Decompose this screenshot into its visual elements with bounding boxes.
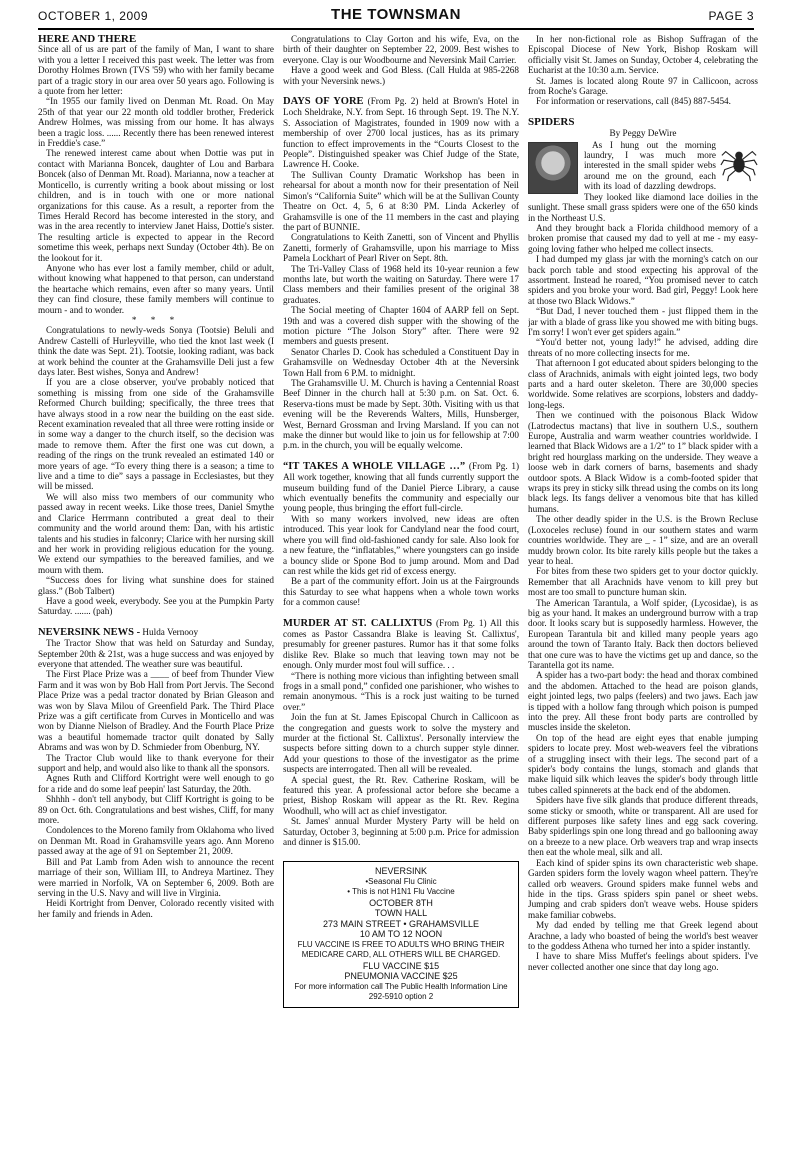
article-paragraph: St. James is located along Route 97 in Callicoon, across from Roche's Garage. [528, 75, 758, 97]
article-paragraph: Bill and Pat Lamb from Aden wish to announce the recent marriage of their son, William III, to Andreya Martinez. They were married in Norfolk, VA on September 6, 2009. Both are serving in the U.S. Navy and will live in Virginia. [38, 856, 274, 898]
article-paragraph: Congratulations to Clay Gorton and his wife, Eva, on the birth of their daughter on September 22, 2009. Best wishes to everyone. Clay is our Woodbourne and Neversink Mail Carrier. [283, 34, 519, 65]
article-paragraph: The other deadly spider in the U.S. is the Brown Recluse (Loxoceles recluse) found in our southern states and warm countries worldwide. They are _ - 1” size, and are an overall muddy brown color. Its bite rarely kills people but the takes a year to heal. [528, 514, 758, 566]
spiders-byline: By Peggy DeWire [609, 128, 677, 139]
article-paragraph: Congratulations to Keith Zanetti, son of Vincent and Phyllis Zanetti, formerly of Grahamsville, upon his marriage to Miss Pamela Lockhart of Pearl River on Sept. 8th. [283, 232, 519, 264]
article-paragraph: Spiders have five silk glands that produce different threads, some sticky or smooth, white or transparent. All are used for different purposes like safety lines and egg sack covering. Baby spiderlings spin one long thread and go ballooning away on a breeze to a new place. Orb weavers trap and wrap insects then eat the whole meal, silk and all. [528, 795, 758, 858]
article-paragraph: “In 1955 our family lived on Denman Mt. Road. On May 25th of that year our 22 month old toddler brother, Frederick Andrew Holmes, was missing from our home. It has always been a tragic loss. ...... Recently there has been renewed interest in Freddie's case.” [38, 96, 274, 149]
neversink-news-heading: NEVERSINK NEWS - Hulda Vernooy [38, 626, 199, 638]
article-paragraph: The Tri-Valley Class of 1968 held its 10-year reunion a few months late, but worth the waiting on Saturday. There were 17 Class members and their families present of the original 38 graduates. [283, 263, 519, 305]
flu-ad-address: 273 MAIN STREET • GRAHAMSVILLE [322, 918, 480, 929]
article-paragraph: The Social meeting of Chapter 1604 of AARP fell on Sept. 19th and was a covered dish supper with the showing of the motion picture “The Jolson Story” after. There were 92 members and guests present. [283, 305, 519, 347]
article-paragraph: Have a good week, everybody. See you at the Pumpkin Party Saturday. ....... (pah) [38, 595, 274, 617]
article-paragraph: My dad ended by telling me that Greek legend about Arachne, a lady who boasted of being the world's best weaver to the goddess Athena who turned her into a spider instantly. [528, 920, 758, 951]
murder-heading: MURDER AT ST. CALLIXTUS [283, 617, 433, 629]
masthead [38, 6, 754, 30]
neversink-author: Hulda Vernooy [142, 626, 199, 637]
days-of-yore-section: DAYS OF YORE (From Pg. 2) held at Brown's Hotel in Loch Sheldrake, N.Y. from Sept. 16 through Sept. 19. The N.Y. S. Association of Magistrates, founded in 1909 now with a membership of over 2700 local justices, has as its primary function to effect improvements in the “Courts Closest to the People”. Distinguished speaker was Chief Judge of the State, Lawrence H. Cooke. [283, 96, 519, 170]
article-paragraph: The Tractor Show that was held on Saturday and Sunday, September 20th & 21st, was a huge success and was enjoyed by everyone that attended. The weather sure was beautiful. [38, 638, 274, 669]
article-paragraph: “There is nothing more vicious than infighting between small frogs in a small pond,” confided one parishioner, who wishes to remain anonymous. “This is a rock just waiting to be turned over.” [283, 670, 519, 712]
flu-ad-date: OCTOBER 8TH [369, 897, 433, 908]
section-divider: * * * [131, 314, 181, 325]
article-paragraph: Be a part of the community effort. Join us at the Fairgrounds this Saturday to see what happens when a whole town works for a common cause! [283, 576, 519, 608]
whole-village-heading: “IT TAKES A WHOLE VILLAGE …” [283, 460, 466, 472]
article-paragraph: That afternoon I got educated about spiders belonging to the class of Arachnids, animals with eight jointed legs, two body parts and a hard outer skeleton. There are 30,000 species worldwide. Some relatives are scorpions, lobsters and daddy-long-legs. [528, 358, 758, 410]
article-paragraph: The Sullivan County Dramatic Workshop has been in rehearsal for about a month now for their presentation of Neil Simon's “California Suite” which will be at the Sullivan County Theatre on Oct. 4, 5, 6 at 8:30 PM. Linda Ackerley of Grahamsville is one of the 11 members in the cast and playing the part of BUNNIE. [283, 169, 519, 232]
column-2 [283, 34, 519, 1144]
article-paragraph: And they brought back a Florida childhood memory of a broken promise that caused my dad to yell at me - my easy-going loving father who helped me collect insects. [528, 222, 758, 254]
flu-ad-line: •Seasonal Flu Clinic [365, 876, 437, 886]
issue-date: OCTOBER 1, 2009 [38, 9, 148, 23]
flu-ad-line: FLU VACCINE IS FREE TO ADULTS WHO BRING THEIR MEDICARE CARD, ALL OTHERS WILL BE CHARGED. [297, 939, 505, 960]
page-number: PAGE 3 [708, 9, 754, 23]
days-of-yore-heading: DAYS OF YORE [283, 96, 364, 108]
newspaper-title: THE TOWNSMAN [331, 6, 461, 23]
article-paragraph: Senator Charles D. Cook has scheduled a Constituent Day in Grahamsville on Wednesday October 4th at the Neversink Town Hall from 6 P.M. to midnight. [283, 346, 519, 378]
spider-illustration [720, 144, 758, 182]
article-paragraph: If you are a close observer, you've probably noticed that something is missing from one side of the Grahamsville Reformed Church building; specifically, the three trees that have always stood in a row near the building on the east side. Recent examination revealed that all three were rotting inside or in some way a danger to the church itself, so the decision was made to remove them. After the first one was cut down, a reading of the rings on the trunk revealed an estimated 140 or more years of age. “To every thing there is a season; a time to live and a time to die” says a passage in Ecclesiastes, but they will be missed. [38, 377, 274, 492]
whole-village-section: “IT TAKES A WHOLE VILLAGE …” (From Pg. 1) All work together, knowing that all funds currently support the museum building fund of the Daniel Pierce Library, a cause which eventually benefits the community and especially our young people, thus bringing the effort full-circle. [283, 460, 519, 514]
article-paragraph: Heidi Kortright from Denver, Colorado recently visited with her family and friends in Aden. [38, 898, 274, 919]
article-paragraph: In her non-fictional role as Bishop Suffragan of the Episcopal Diocese of New York, Bishop Roskam will officially visit St. James on Sunday, October 4, celebrating the Eucharist at the 10:30 a.m. Service. [528, 34, 758, 76]
article-paragraph: Condolences to the Moreno family from Oklahoma who lived on Denman Mt. Road in Grahamsville years ago. Ann Moreno passed away at the age of 91 on September 21, 2009. [38, 825, 274, 857]
flu-ad-time: 10 AM TO 12 NOON [359, 929, 443, 940]
article-paragraph: Then we continued with the poisonous Black Widow (Latrodectus mactans) that live in southern U.S., southern Europe, Australia and warm weather countries worldwide. I learned that Black Widows are a 1/2” to 1” black spider with a bright red hourglass marking on the underside. They weave a loose web in dark corners of barns, basements and shady outdoor spots. A Black Widow is a comb-footed spider that wraps its prey in sticky silk thread using the combs on its long black legs. Its fangs deliver a venomous bite that has killed humans. [528, 410, 758, 514]
article-paragraph: Have a good week and God Bless. (Call Hulda at 985-2268 with your Neversink news.) [283, 65, 519, 86]
article-paragraph: The Grahamsville U. M. Church is having a Centennial Roast Beef Dinner in the church hall at 5:30 p.m. on Sat. Oct. 6. Reserva-tions must be made by Sept. 30th. Visiting with us that evening will be the Reverends Walters, Mills, Hunsberger, West, Bernard Grossman and Irving Marsland. If you can not make the dinner but would like to join us for fellowship at 7:00 p.m. in the church, you will be equally welcome. [283, 378, 519, 451]
article-paragraph: Shhhh - don't tell anybody, but Cliff Kortright is going to be 89 on Oct. 6th. Congratulations and best wishes, Cliff, for many more. [38, 794, 274, 826]
article-paragraph: The Tractor Club would like to thank everyone for their support and help, and would also like to thank all the sponsors. [38, 752, 274, 774]
flu-ad-price: FLU VACCINE $15 [362, 960, 440, 971]
article-paragraph: A special guest, the Rt. Rev. Catherine Roskam, will be featured this year. A professional actor before she became a priest, Bishop Roskam will appear as the Rt. Rev. Regina Woodhull, who will act as chief investigator. [283, 774, 519, 816]
article-paragraph: For bites from these two spiders get to your doctor quickly. Remember that all Arachnids have venom to kill prey but most are too small to puncture human skin. [528, 566, 758, 598]
flu-ad-place: TOWN HALL [374, 908, 428, 919]
article-paragraph: “Success does for living what sunshine does for stained glass.” (Bob Talbert) [38, 575, 274, 596]
flu-ad-line: • This is not H1N1 Flu Vaccine [347, 887, 455, 897]
article-paragraph: The renewed interest came about when Dottie was put in contact with Marianna Boncek, daughter of Lou and Barbara Boncek (also of Denman Mt. Road). Marianna, now a teacher at Monticello, is currently writing a book about missing or lost children, and is in touch with one or more national organizations for this cause. As a result, a reporter from the Times Herald Record has become interested in the story, and was in the area recently to interview Janet Haiss, Dottie's sister. The resulting article is expected to appear in the Record sometime this week, perhaps next Sunday (October 4th). Be on the lookout for it. [38, 148, 274, 263]
column-3 [528, 34, 758, 1144]
article-paragraph: Congratulations to newly-weds Sonya (Tootsie) Beluli and Andrew Castelli of Hurleyville, who tied the knot last week (I think the date was Sept. 21). Tootsie, looking radiant, was back at work behind the counter at the Grahamsville Deli just a few days later. Best wishes, Sonya and Andrew! [38, 325, 274, 377]
article-paragraph: We will also miss two members of our community who passed away in recent weeks. Like those trees, Daniel Smythe and Clarice Herrmann contributed a great deal to their community and the world around them: Dan, with his artistic talents and his studies in falconry; Clarice with her nursing skill and her work in providing religious education for the young. We extend our sympathies to the bereaved families, and we mourn with them. [38, 491, 274, 575]
flu-ad-price: PNEUMONIA VACCINE $25 [344, 971, 458, 982]
flu-clinic-ad [283, 861, 519, 1008]
here-and-there-heading: HERE AND THERE [38, 34, 137, 45]
article-paragraph: “But Dad, I never touched them - just flipped them in the jar with a blade of grass like you showed me with biting bugs. I'm sorry! I won't ever get spiders again.” [528, 306, 758, 337]
article-paragraph: Since all of us are part of the family of Man, I want to share with you a letter I received this past week. The letter was from Dorothy Holmes Brown (TVS '59) who with her family became part of a tragic story in our area over 50 years ago. Following is a quote from her letter: [38, 44, 274, 97]
article-paragraph: For information or reservations, call (845) 887-5454. [536, 96, 731, 107]
article-paragraph: Join the fun at St. James Episcopal Church in Callicoon as the congregation and guests work to solve the mystery and murder at the fictional St. Callixtus'. Personally interview the suspects before sitting down to a church supper style dinner. Add your questions to those of the investigator as the prime suspects are interrogated. Then all will be revealed. [283, 712, 519, 775]
article-paragraph: On top of the head are eight eyes that enable jumping spiders to locate prey. Most web-weavers feel the vibrations of a struggling insect with their legs. The second part of a spider's body contains the lungs, stomach and glands that make liquid silk which leaves the spider's body through little tubes called spinnerets at the back end of the abdomen. [528, 732, 758, 795]
article-paragraph: St. James' annual Murder Mystery Party will be held on Saturday, October 3, beginning at 5:00 p.m. Price for admission and dinner is $15.00. [283, 816, 519, 848]
article-paragraph: As I hung out the morning laundry, I was much more interested in the small spider webs around me on the ground, each with its load of dazzling dewdrops. They looked like diamond lace doilies in the sunlight. These small grass spiders were one of the 650 kinds in the Northeast U.S. [528, 139, 758, 223]
flu-ad-town: NEVERSINK [374, 866, 427, 877]
article-paragraph: The American Tarantula, a Wolf spider, (Lycosidae), is as big as your hand. It makes an underground burrow with a trap door. It looks scary but is supposedly harmless. However, the European Tarantula bit and killed many people years ago around the town of Taranto Italy. Back then doctors believed that one cure was to have the victims get up and dance, so the Tarantella got its name. [528, 597, 758, 670]
flu-ad-contact: For more information call The Public Health Information Line 292-5910 option 2 [294, 981, 508, 1002]
author-photo [528, 142, 578, 194]
article-paragraph: “You'd better not, young lady!” he advised, adding dire threats of no more collecting insects for me. [528, 337, 758, 358]
article-paragraph: Each kind of spider spins its own characteristic web shape. Garden spiders form the lovely wagon wheel pattern. They're called orb weavers. Ground spiders make funnel webs and hide in the tips. Grass spiders spin panel or sheet webs. Jumping and crab spiders don't weave webs. House spiders make familiar cobwebs. [528, 857, 758, 920]
column-1 [38, 34, 274, 1144]
spiders-heading: SPIDERS [528, 115, 575, 128]
article-paragraph: A spider has a two-part body: the head and thorax combined and the abdomen. Attached to the head are poison glands, eight jointed legs, two palps (feelers) and two jaws. Each jaw is tipped with a hollow fang through which poison is pumped into the prey. All these front body parts are controlled by muscles inside the skeleton. [528, 670, 758, 733]
article-paragraph: The First Place Prize was a ____ of beef from Thunder View Farm and it was won by Bob Hall from Port Jervis. The Second Place Prize was a pedal tractor donated by Brian Gleason and was won by Slava Milou of Greenfield Park. The Third Place Prize was a gift certificate from Curves in Monticello and was won by Dianne Nielson of Bradley. And the Fourth Place Prize was a beautiful homemade tractor quilt donated by Sally Abrams and was won by D. Schmieder from Obenburg, NY. [38, 669, 274, 753]
article-paragraph: Anyone who has ever lost a family member, child or adult, without knowing what happened to that person, can understand the heartache which remains, even after so many years. Until they can find closure, these family members will continue to mourn - and to wonder. [38, 262, 274, 315]
article-paragraph: Agnes Ruth and Clifford Kortright were well enough to go for a ride and do some leaf peepin' last Saturday, the 20th. [38, 773, 274, 794]
murder-section: MURDER AT ST. CALLIXTUS (From Pg. 1) All this comes as Pastor Cassandra Blake is leaving St. Callixtus', presumably for greener pastures. Rumor has it that some folks dislike Rev. Blake so much that leaving town may not be enough. Only murder most foul will suffice. . . [283, 617, 519, 671]
article-paragraph: With so many workers involved, new ideas are often introduced. This year look for Candyland near the food court, where you will find old-fashioned candy for sale. Also look for a new feature, the “inflatables,” where youngsters can go inside a bouncy slide or Spone Bod to jump around. Mom and Dad can rest while the kids get rid of excess energy. [283, 513, 519, 576]
article-paragraph: I had dumped my glass jar with the morning's catch on our back porch table and stood expecting his approval of the assortment. Instead he roared, “You promised never to catch spiders and you broke your word. Bad girl, Peggy! Look here at those two Black Widows.” [528, 254, 758, 306]
article-paragraph: I have to share Miss Muffet's feelings about spiders. I've never collected another one since that day long ago. [528, 951, 758, 972]
